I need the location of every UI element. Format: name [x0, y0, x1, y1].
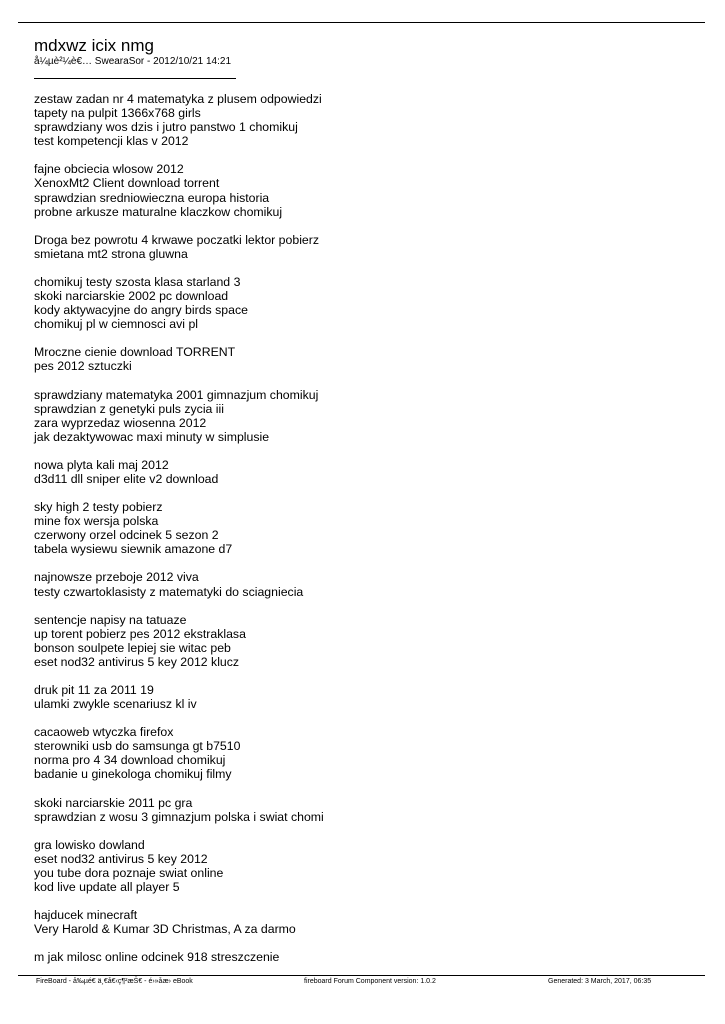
text-line: sterowniki usb do samsunga gt b7510	[34, 739, 241, 754]
text-line: sprawdzian sredniowieczna europa historia	[34, 190, 270, 205]
text-line: chomikuj testy szosta klasa starland 3	[34, 274, 241, 289]
text-line: fajne obciecia wlosow 2012	[34, 162, 184, 177]
text-line: jak dezaktywowac maxi minuty w simplusie	[34, 429, 270, 444]
paragraph	[34, 613, 694, 669]
post-title: mdxwz icix nmg	[34, 36, 154, 55]
paragraph	[34, 950, 694, 964]
top-rule	[18, 22, 705, 23]
text-line: norma pro 4 34 download chomikuj	[34, 753, 226, 768]
text-line: skoki narciarskie 2011 pc gra	[34, 795, 193, 810]
text-line: sprawdzian z wosu 3 gimnazjum polska i swiat chomi	[34, 809, 324, 824]
text-line: druk pit 11 za 2011 19	[34, 683, 154, 697]
paragraph	[34, 908, 694, 936]
text-line: eset nod32 antivirus 5 key 2012 klucz	[34, 654, 240, 669]
text-line: skoki narciarskie 2002 pc download	[34, 289, 229, 304]
text-line: m jak milosc online odcinek 918 streszczenie	[34, 950, 280, 965]
text-line: tabela wysiewu siewnik amazone d7	[34, 542, 233, 557]
post-body	[34, 92, 694, 978]
text-line: Droga bez powrotu 4 krwawe poczatki lektor pobierz	[34, 232, 320, 247]
paragraph	[34, 345, 694, 373]
footer-product: FireBoard - å‰µé€ ä¸€å€‹ç¶²æŠ€ - é›»åæ› eBook	[36, 978, 193, 985]
text-line: najnowsze przeboje 2012 viva	[34, 570, 199, 585]
text-line: probne arkusze maturalne klaczkow chomikuj	[34, 204, 283, 219]
paragraph	[34, 92, 694, 148]
text-line: zestaw zadan nr 4 matematyka z plusem odpowiedzi	[34, 92, 322, 106]
text-line: you tube dora poznaje swiat online	[34, 865, 224, 880]
paragraph	[34, 725, 694, 781]
text-line: Mroczne cienie download TORRENT	[34, 345, 236, 360]
text-line: smietana mt2 strona gluwna	[34, 246, 188, 261]
header-underline	[34, 78, 236, 79]
text-line: sprawdzian z genetyki puls zycia iii	[34, 401, 225, 416]
text-line: ulamki zwykle scenariusz kl iv	[34, 697, 197, 712]
bottom-rule	[18, 975, 705, 976]
footer-generated-date: Generated: 3 March, 2017, 06:35	[548, 978, 652, 985]
text-line: tapety na pulpit 1366x768 girls	[34, 106, 201, 121]
text-line: XenoxMt2 Client download torrent	[34, 176, 220, 191]
text-line: mine fox wersja polska	[34, 514, 159, 529]
paragraph	[34, 162, 694, 218]
text-line: sprawdziany wos dzis i jutro panstwo 1 chomikuj	[34, 120, 298, 135]
text-line: sentencje napisy na tatuaze	[34, 612, 187, 627]
paragraph	[34, 458, 694, 486]
paragraph	[34, 838, 694, 894]
text-line: eset nod32 antivirus 5 key 2012	[34, 851, 208, 866]
post-header	[34, 36, 694, 79]
text-line: chomikuj pl w ciemnosci avi pl	[34, 317, 199, 332]
text-line: Very Harold & Kumar 3D Christmas, A za darmo	[34, 922, 296, 937]
paragraph	[34, 570, 694, 598]
text-line: gra lowisko dowland	[34, 837, 145, 852]
text-line: sky high 2 testy pobierz	[34, 500, 163, 515]
footer-version: fireboard Forum Component version: 1.0.2	[304, 978, 436, 985]
text-line: czerwony orzel odcinek 5 sezon 2	[34, 528, 219, 543]
text-line: sprawdziany matematyka 2001 gimnazjum chomikuj	[34, 387, 319, 402]
paragraph	[34, 388, 694, 444]
paragraph	[34, 796, 694, 824]
paragraph	[34, 500, 694, 556]
text-line: testy czwartoklasisty z matematyki do sciagniecia	[34, 584, 304, 599]
text-line: nowa plyta kali maj 2012	[34, 457, 169, 472]
post-meta: å¼µè²¼è€… SwearaSor - 2012/10/21 14:21	[34, 56, 232, 67]
text-line: bonson soulpete lepiej sie witac peb	[34, 640, 231, 655]
text-line: test kompetencji klas v 2012	[34, 134, 189, 149]
text-line: d3d11 dll sniper elite v2 download	[34, 471, 219, 486]
text-line: zara wyprzedaz wiosenna 2012	[34, 415, 207, 430]
text-line: pes 2012 sztuczki	[34, 359, 132, 374]
text-line: kody aktywacyjne do angry birds space	[34, 303, 248, 318]
text-line: badanie u ginekologa chomikuj filmy	[34, 767, 232, 782]
text-line: up torent pobierz pes 2012 ekstraklasa	[34, 626, 246, 641]
text-line: cacaoweb wtyczka firefox	[34, 725, 174, 740]
text-line: kod live update all player 5	[34, 880, 180, 895]
text-line: hajducek minecraft	[34, 908, 138, 923]
paragraph	[34, 233, 694, 261]
paragraph	[34, 275, 694, 331]
paragraph	[34, 683, 694, 711]
